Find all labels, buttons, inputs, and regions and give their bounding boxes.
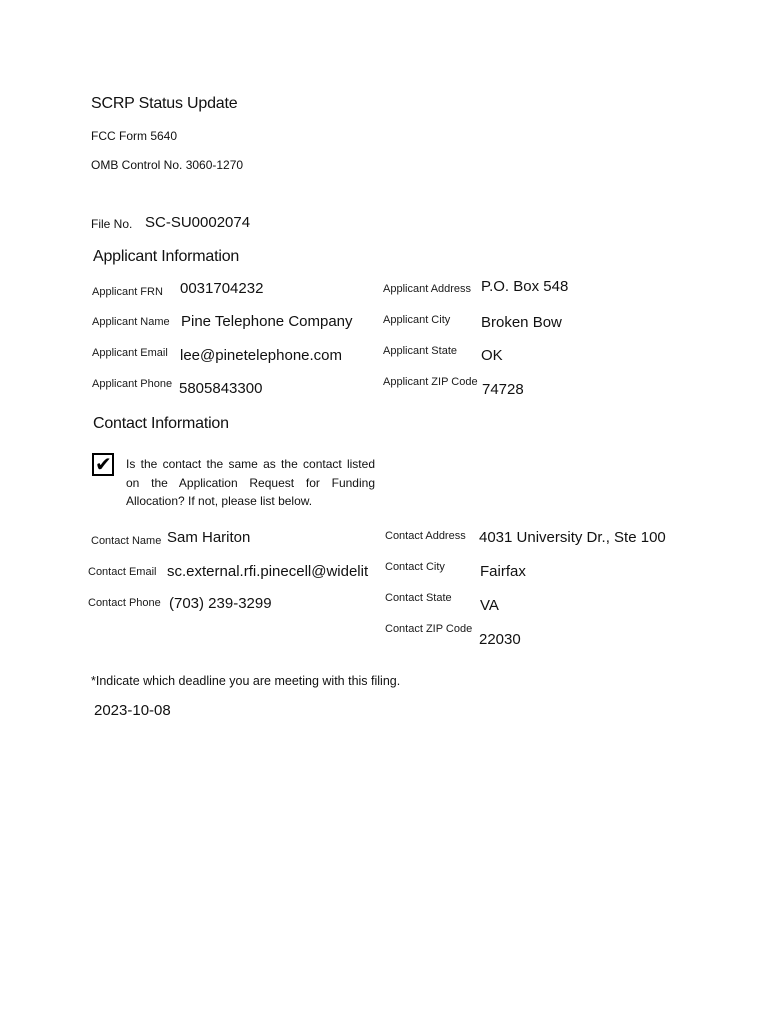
deadline-prompt: *Indicate which deadline you are meeting with this filing. [91, 674, 401, 688]
file-no-value[interactable]: SC-SU0002074 [145, 214, 251, 231]
same-contact-question: Is the contact the same as the contact listed on the Application Request for Funding Allocation? If not, please list below. [126, 457, 375, 508]
contact-state-field[interactable]: VA [480, 597, 499, 614]
contact-phone-label: Contact Phone [88, 597, 161, 609]
applicant-email-label: Applicant Email [92, 347, 168, 359]
applicant-frn-label: Applicant FRN [92, 286, 163, 298]
applicant-email-field[interactable]: lee@pinetelephone.com [180, 347, 343, 364]
contact-email-label: Contact Email [88, 566, 157, 578]
contact-address-field[interactable]: 4031 University Dr., Ste 100 [479, 529, 666, 546]
document-title: SCRP Status Update [91, 95, 238, 112]
contact-city-field[interactable]: Fairfax [480, 563, 526, 580]
applicant-phone-label: Applicant Phone [92, 378, 173, 390]
applicant-city-field[interactable]: Broken Bow [481, 314, 562, 331]
contact-city-label: Contact City [385, 561, 445, 573]
applicant-name-label: Applicant Name [92, 316, 170, 328]
contact-name-label: Contact Name [91, 535, 162, 547]
file-no-label: File No. [91, 217, 133, 231]
contact-email-field[interactable]: sc.external.rfi.pinecell@widelit [167, 563, 369, 580]
applicant-phone-field[interactable]: 5805843300 [179, 380, 263, 397]
same-contact-checkbox[interactable] [92, 453, 114, 476]
applicant-state-field[interactable]: OK [481, 347, 503, 364]
applicant-name-field[interactable]: Pine Telephone Company [181, 313, 353, 330]
applicant-section-title: Applicant Information [93, 248, 240, 265]
contact-name-field[interactable]: Sam Hariton [167, 529, 251, 546]
applicant-city-label: Applicant City [383, 314, 451, 326]
applicant-frn-field[interactable]: 0031704232 [180, 280, 264, 297]
contact-zip-field[interactable]: 22030 [479, 631, 521, 648]
form-number: FCC Form 5640 [91, 129, 178, 143]
omb-control-number: OMB Control No. 3060-1270 [91, 158, 244, 172]
applicant-address-label: Applicant Address [383, 283, 472, 295]
contact-address-label: Contact Address [385, 530, 466, 542]
deadline-field[interactable]: 2023-10-08 [94, 702, 171, 719]
applicant-zip-label: Applicant ZIP Code [383, 376, 478, 388]
contact-section-title: Contact Information [93, 415, 229, 432]
contact-phone-field[interactable]: (703) 239-3299 [169, 595, 272, 612]
contact-state-label: Contact State [385, 592, 452, 604]
applicant-address-field[interactable]: P.O. Box 548 [481, 278, 569, 295]
applicant-state-label: Applicant State [383, 345, 457, 357]
applicant-zip-field[interactable]: 74728 [482, 381, 524, 398]
checkmark-icon: ✔ [95, 452, 112, 476]
contact-zip-label: Contact ZIP Code [385, 623, 473, 635]
